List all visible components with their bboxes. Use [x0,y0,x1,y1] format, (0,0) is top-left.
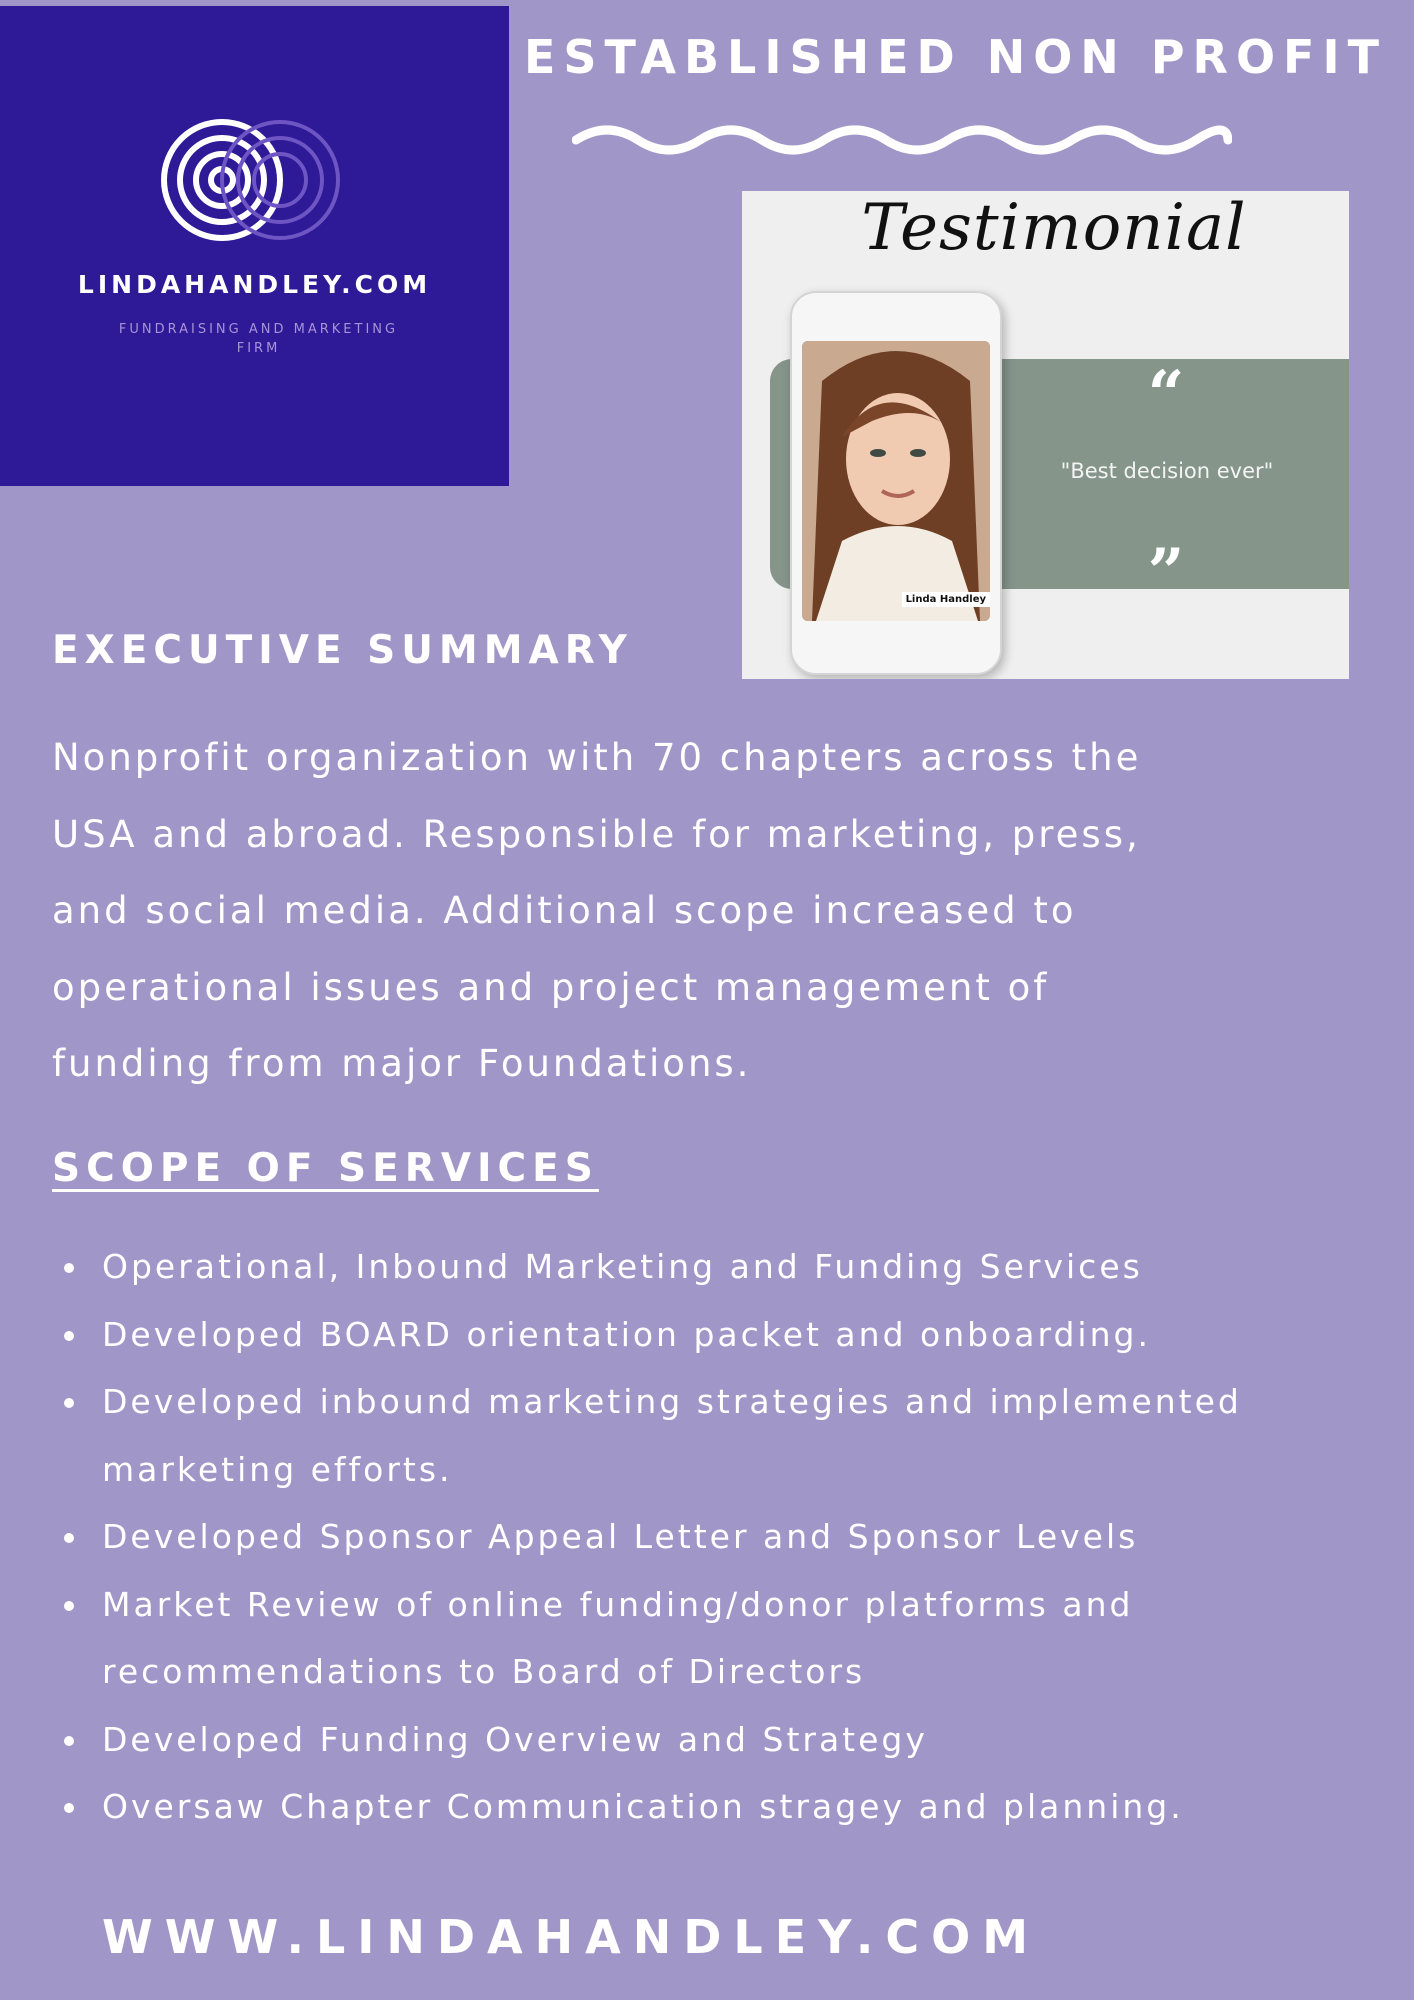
executive-summary-text [52,720,1352,1103]
summary-line: Nonprofit organization with 70 chapters across the [52,736,1142,779]
list-item [52,1706,1382,1774]
logo-block [0,6,509,486]
services-list [52,1233,1382,1841]
list-item [52,1503,1382,1571]
list-item-text: Developed Sponsor Appeal Letter and Sponsor Levels [102,1517,1139,1556]
executive-summary-title: EXECUTIVE SUMMARY [52,628,633,673]
list-item [52,1571,1382,1706]
photo-caption: Linda Handley [902,592,990,607]
list-item-text: Developed Funding Overview and Strategy [102,1719,928,1759]
list-item [52,1301,1382,1369]
list-item [52,1773,1382,1841]
bullet-icon [64,1736,74,1746]
scope-of-services-title: SCOPE OF SERVICES [52,1146,599,1191]
page-headline: ESTABLISHED NON PROFIT [524,30,1387,84]
bullet-icon [64,1601,74,1611]
list-item-text: Operational, Inbound Marketing and Funding Services [102,1247,1143,1286]
bullet-icon [64,1263,74,1273]
portrait-photo [802,341,990,621]
concentric-circles-logo-icon [160,116,360,246]
list-item [52,1233,1382,1301]
bullet-icon [64,1398,74,1408]
phone-mockup [790,291,1002,675]
summary-line: operational issues and project management of [52,965,1050,1009]
testimonial-quote: "Best decision ever" [1060,459,1274,483]
testimonial-card [742,191,1349,679]
summary-line: and social media. Additional scope increased to [52,889,1077,932]
bullet-icon [64,1331,74,1341]
portrait-illustration [802,341,990,621]
close-quote-icon: ” [1147,535,1185,610]
brand-tagline: FUNDRAISING AND MARKETING FIRM [118,322,399,356]
open-quote-icon: “ [1147,357,1185,432]
list-item [52,1368,1382,1503]
website-link[interactable]: WWW.LINDAHANDLEY.COM [102,1910,1040,1964]
testimonial-title: Testimonial [861,191,1247,265]
summary-line: funding from major Foundations. [52,1042,752,1085]
summary-line: USA and abroad. Responsible for marketing, press, [52,812,1141,856]
bullet-icon [64,1533,74,1543]
list-item-text: Developed inbound marketing strategies and implemented marketing efforts. [102,1382,1242,1489]
brand-name: LINDAHANDLEY.COM [77,270,432,299]
wave-divider-icon [572,122,1232,158]
list-item-text: Developed BOARD orientation packet and onboarding. [102,1314,1151,1354]
bullet-icon [64,1803,74,1813]
list-item-text: Market Review of online funding/donor platforms and recommendations to Board of Directors [102,1584,1134,1691]
list-item-text: Oversaw Chapter Communication stragey and planning. [102,1787,1184,1826]
